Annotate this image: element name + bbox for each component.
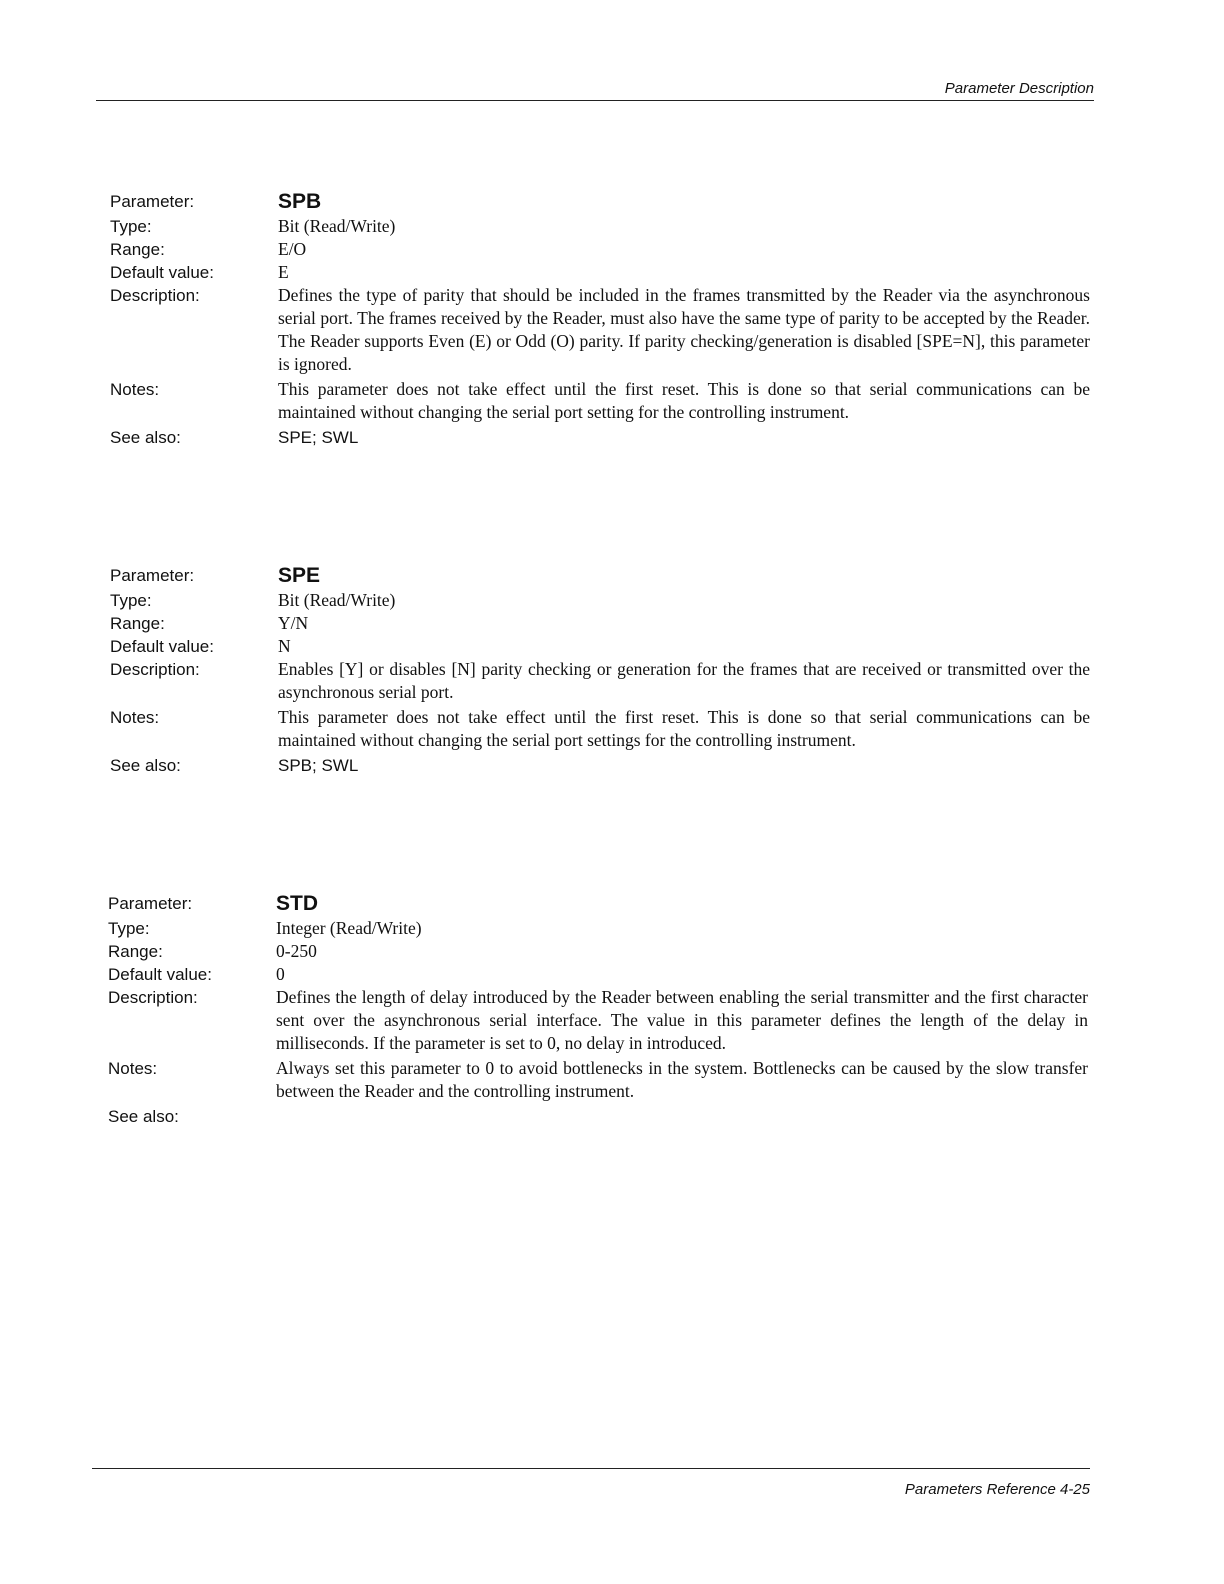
header-rule — [96, 100, 1094, 101]
description-row — [108, 986, 1088, 1055]
range-row — [108, 940, 1088, 963]
default-label: Default value: — [110, 637, 214, 656]
description-row — [110, 658, 1090, 704]
default-value: N — [278, 636, 291, 656]
description-row — [110, 284, 1090, 376]
description-value: Enables [Y] or disables [N] parity checking or generation for the frames that are received or transmitted over the asynchronous serial port. — [278, 659, 1090, 702]
see-also-value: SPE; SWL — [278, 428, 359, 447]
notes-label: Notes: — [108, 1059, 158, 1078]
notes-label: Notes: — [110, 380, 160, 399]
notes-row — [110, 378, 1090, 424]
description-label: Description: — [110, 286, 200, 305]
see-also-row — [110, 754, 1090, 777]
notes-value: This parameter does not take effect until the first reset. This is done so that serial communications can be maintained without changing the serial port settings for the controlling instrument. — [278, 707, 1090, 750]
parameter-label: Parameter: — [110, 192, 195, 211]
range-label: Range: — [110, 614, 165, 633]
parameter-label: Parameter: — [110, 566, 195, 585]
type-label: Type: — [108, 919, 150, 938]
parameter-row — [110, 562, 1090, 589]
notes-row — [108, 1057, 1088, 1103]
range-value: Y/N — [278, 613, 309, 633]
parameter-block-std — [108, 890, 1088, 1128]
description-value: Defines the length of delay introduced by the Reader between enabling the serial transmitter and the first character sent over the asynchronous serial interface. The value in this parameter defines the length of the delay in milliseconds. If the parameter is set to 0, no delay in introduced. — [276, 987, 1088, 1053]
see-also-row — [108, 1105, 1088, 1128]
parameter-block-spe — [110, 562, 1090, 777]
type-label: Type: — [110, 217, 152, 236]
type-value: Integer (Read/Write) — [276, 918, 422, 938]
parameter-name: SPB — [278, 190, 322, 213]
parameter-name: STD — [276, 892, 318, 915]
default-row — [110, 635, 1090, 658]
parameter-name: SPE — [278, 564, 321, 587]
parameter-label: Parameter: — [108, 894, 193, 913]
see-also-label: See also: — [110, 428, 181, 447]
type-row — [110, 215, 1090, 238]
range-row — [110, 612, 1090, 635]
notes-label: Notes: — [110, 708, 160, 727]
default-row — [108, 963, 1088, 986]
range-value: 0-250 — [276, 941, 317, 961]
range-row — [110, 238, 1090, 261]
range-value: E/O — [278, 239, 307, 259]
description-label: Description: — [110, 660, 200, 679]
description-label: Description: — [108, 988, 198, 1007]
see-also-label: See also: — [110, 756, 181, 775]
default-label: Default value: — [108, 965, 212, 984]
parameter-row — [110, 188, 1090, 215]
description-value: Defines the type of parity that should be included in the frames transmitted by the Reader via the asynchronous serial port. The frames received by the Reader, must also have the same type of parity to be accepted by the Reader. The Reader supports Even (E) or Odd (O) parity. If parity checking/generation is disabled [SPE=N], this parameter is ignored. — [278, 285, 1090, 374]
range-label: Range: — [110, 240, 165, 259]
running-header: Parameter Description — [944, 80, 1094, 97]
notes-value: Always set this parameter to 0 to avoid bottlenecks in the system. Bottlenecks can be caused by the slow transfer between the Reader and the controlling instrument. — [276, 1058, 1088, 1101]
parameter-block-spb — [110, 188, 1090, 449]
see-also-value: SPB; SWL — [278, 756, 359, 775]
type-row — [110, 589, 1090, 612]
default-value: E — [278, 262, 289, 282]
notes-value: This parameter does not take effect until the first reset. This is done so that serial communications can be maintained without changing the serial port setting for the controlling instrument. — [278, 379, 1090, 422]
type-row — [108, 917, 1088, 940]
default-value: 0 — [276, 964, 285, 984]
type-value: Bit (Read/Write) — [278, 216, 396, 236]
default-label: Default value: — [110, 263, 214, 282]
range-label: Range: — [108, 942, 163, 961]
notes-row — [110, 706, 1090, 752]
see-also-row — [110, 426, 1090, 449]
default-row — [110, 261, 1090, 284]
running-footer: Parameters Reference 4-25 — [904, 1481, 1090, 1498]
type-value: Bit (Read/Write) — [278, 590, 396, 610]
footer-rule — [92, 1468, 1090, 1469]
see-also-label: See also: — [108, 1107, 179, 1126]
parameter-row — [108, 890, 1088, 917]
type-label: Type: — [110, 591, 152, 610]
